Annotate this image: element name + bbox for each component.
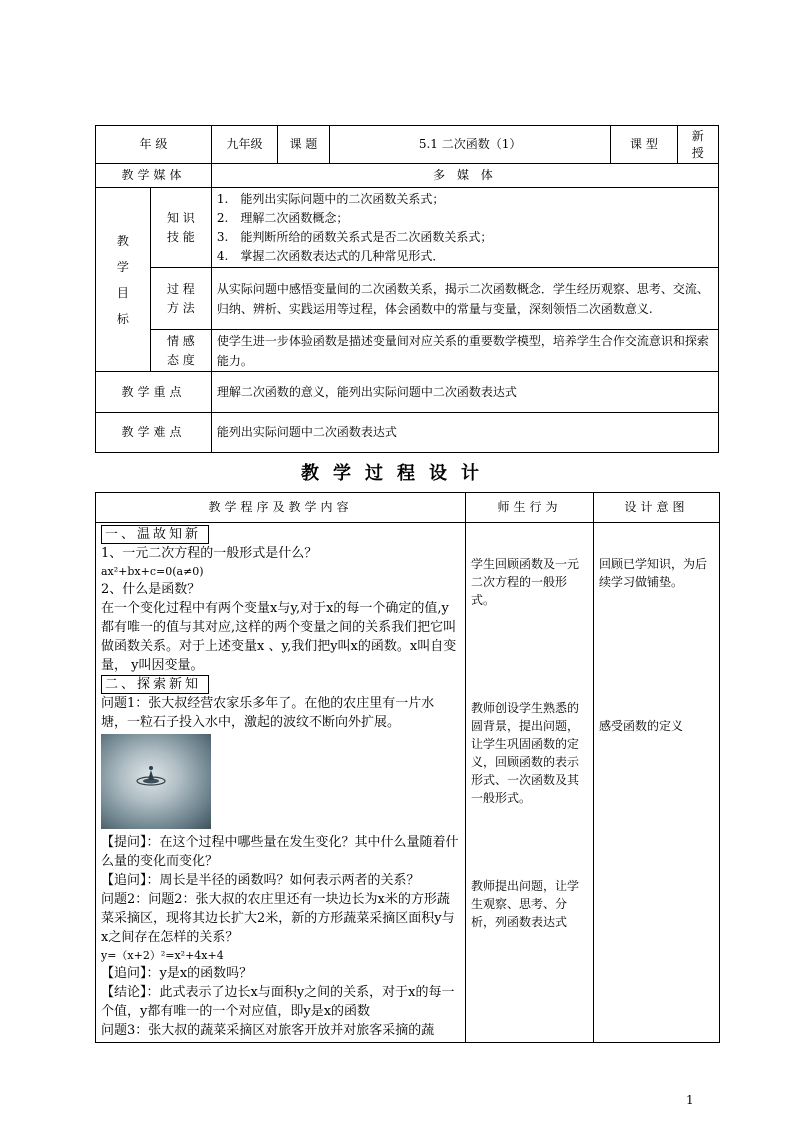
- media-value: 多 媒 体: [211, 164, 718, 188]
- col-header-content: 教学程序及教学内容: [96, 493, 466, 523]
- water-ripple-image: [101, 734, 211, 829]
- formula-line: ax²+bx+c=0(a≠0): [101, 565, 204, 578]
- behavior-1: 学生回顾函数及一元二次方程的一般形式。: [471, 557, 580, 607]
- knowledge-label: 知 识 技 能: [150, 188, 211, 268]
- key-point-text: 理解二次函数的意义，能列出实际问题中二次函数表达式: [211, 372, 718, 413]
- process-design-title: 教学过程设计: [301, 463, 493, 484]
- emotion-text: 使学生进一步体验函数是描述变量间对应关系的重要数学模型，培养学生合作交流意识和探索能力。: [211, 330, 718, 372]
- col-header-intent: 设计意图: [594, 493, 720, 523]
- topic-value: 5.1 二次函数（1）: [329, 126, 610, 164]
- conclusion: 【结论】：此式表示了边长x与面积y之间的关系，对于x的每一个值，y都有唯一的一个对应值，即y是x的函数: [101, 985, 455, 1019]
- intent-2: 感受函数的定义: [599, 719, 684, 733]
- ripple-drop-icon: [101, 734, 211, 829]
- process-label: 过 程 方 法: [150, 268, 211, 330]
- problem-1: 问题1：张大叔经营农家乐多年了。在他的农庄里有一片水塘，一粒石子投入水中，激起的波纹不断向外扩展。: [101, 696, 435, 730]
- teaching-content: [96, 523, 466, 1043]
- key-point-label: 教学重点: [96, 372, 212, 413]
- page-number: 1: [686, 1093, 694, 1107]
- section-heading-explore: 二、探索新知: [101, 675, 209, 694]
- grade-label: 年 级: [96, 126, 212, 164]
- question-line: 1、一元二次方程的一般形式是什么？: [101, 546, 318, 561]
- teacher-student-behavior: [466, 523, 594, 1043]
- knowledge-item: 3. 能判断所给的函数关系式是否二次函数关系式；: [216, 229, 493, 244]
- follow-up-1: 【追问】：周长是半径的函数吗？如何表示两者的关系？: [101, 873, 420, 888]
- section-heading-review: 一、温故知新: [101, 525, 209, 544]
- process-text: 从实际问题中感悟变量间的二次函数关系，揭示二次函数概念．学生经历观察、思考、交流、归纳、辨析、实践运用等过程，体会函数中的常量与变量，深刻领悟二次函数意义.: [211, 268, 718, 330]
- topic-label: 课 题: [278, 126, 330, 164]
- behavior-2: 教师创设学生熟悉的圆背景，提出问题，让学生巩固函数的定义，回顾函数的表示形式、一次函数及其一般形式。: [471, 701, 580, 805]
- difficulty-text: 能列出实际问题中二次函数表达式: [211, 413, 718, 453]
- knowledge-item: 4. 掌握二次函数表达式的几种常见形式．: [216, 248, 445, 263]
- question-line: 2、什么是函数？: [101, 582, 201, 597]
- problem-2: 问题2：问题2：张大叔的农庄里还有一块边长为x米的方形蔬菜采摘区，现将其边长扩大2米，新的方形蔬菜采摘区面积y与x之间存在怎样的关系？: [101, 892, 455, 945]
- grade-value: 九年级: [211, 126, 277, 164]
- knowledge-item: 2. 理解二次函数概念；: [216, 210, 349, 225]
- col-header-behavior: 师生行为: [466, 493, 594, 523]
- knowledge-items: [211, 188, 718, 268]
- formula-2: y=（x+2）²=x²+4x+4: [101, 949, 224, 962]
- behavior-3: 教师提出问题，让学生观察、思考、分析，列函数表达式: [471, 879, 580, 929]
- problem-3: 问题3：张大叔的蔬菜采摘区对旅客开放并对旅客采摘的蔬: [101, 1023, 435, 1038]
- intent-1: 回顾已学知识，为后续学习做铺垫。: [599, 557, 708, 589]
- type-value: 新 授: [677, 126, 718, 164]
- teaching-process-table: [95, 492, 720, 1043]
- definition-text: 在一个变化过程中有两个变量x与y,对于x的每一个确定的值,y都有唯一的值与其对应,这样的两个变量之间的关系我们把它叫做函数关系。对于上述变量x 、y,我们把y叫x的函数。x叫自变量， y叫因变量。: [101, 601, 457, 673]
- ask-1: 【提问】：在这个过程中哪些量在发生变化？其中什么量随着什么量的变化而变化？: [101, 835, 459, 869]
- goals-label: 教 学 目 标: [96, 188, 151, 372]
- difficulty-label: 教学难点: [96, 413, 212, 453]
- design-intent: [594, 523, 720, 1043]
- type-label: 课 型: [611, 126, 677, 164]
- emotion-label: 情 感 态 度: [150, 330, 211, 372]
- knowledge-item: 1. 能列出实际问题中的二次函数关系式；: [216, 191, 445, 206]
- follow-up-2: 【追问】：y是x的函数吗？: [101, 966, 253, 981]
- lesson-info-table: [95, 125, 719, 453]
- media-label: 教学媒体: [96, 164, 212, 188]
